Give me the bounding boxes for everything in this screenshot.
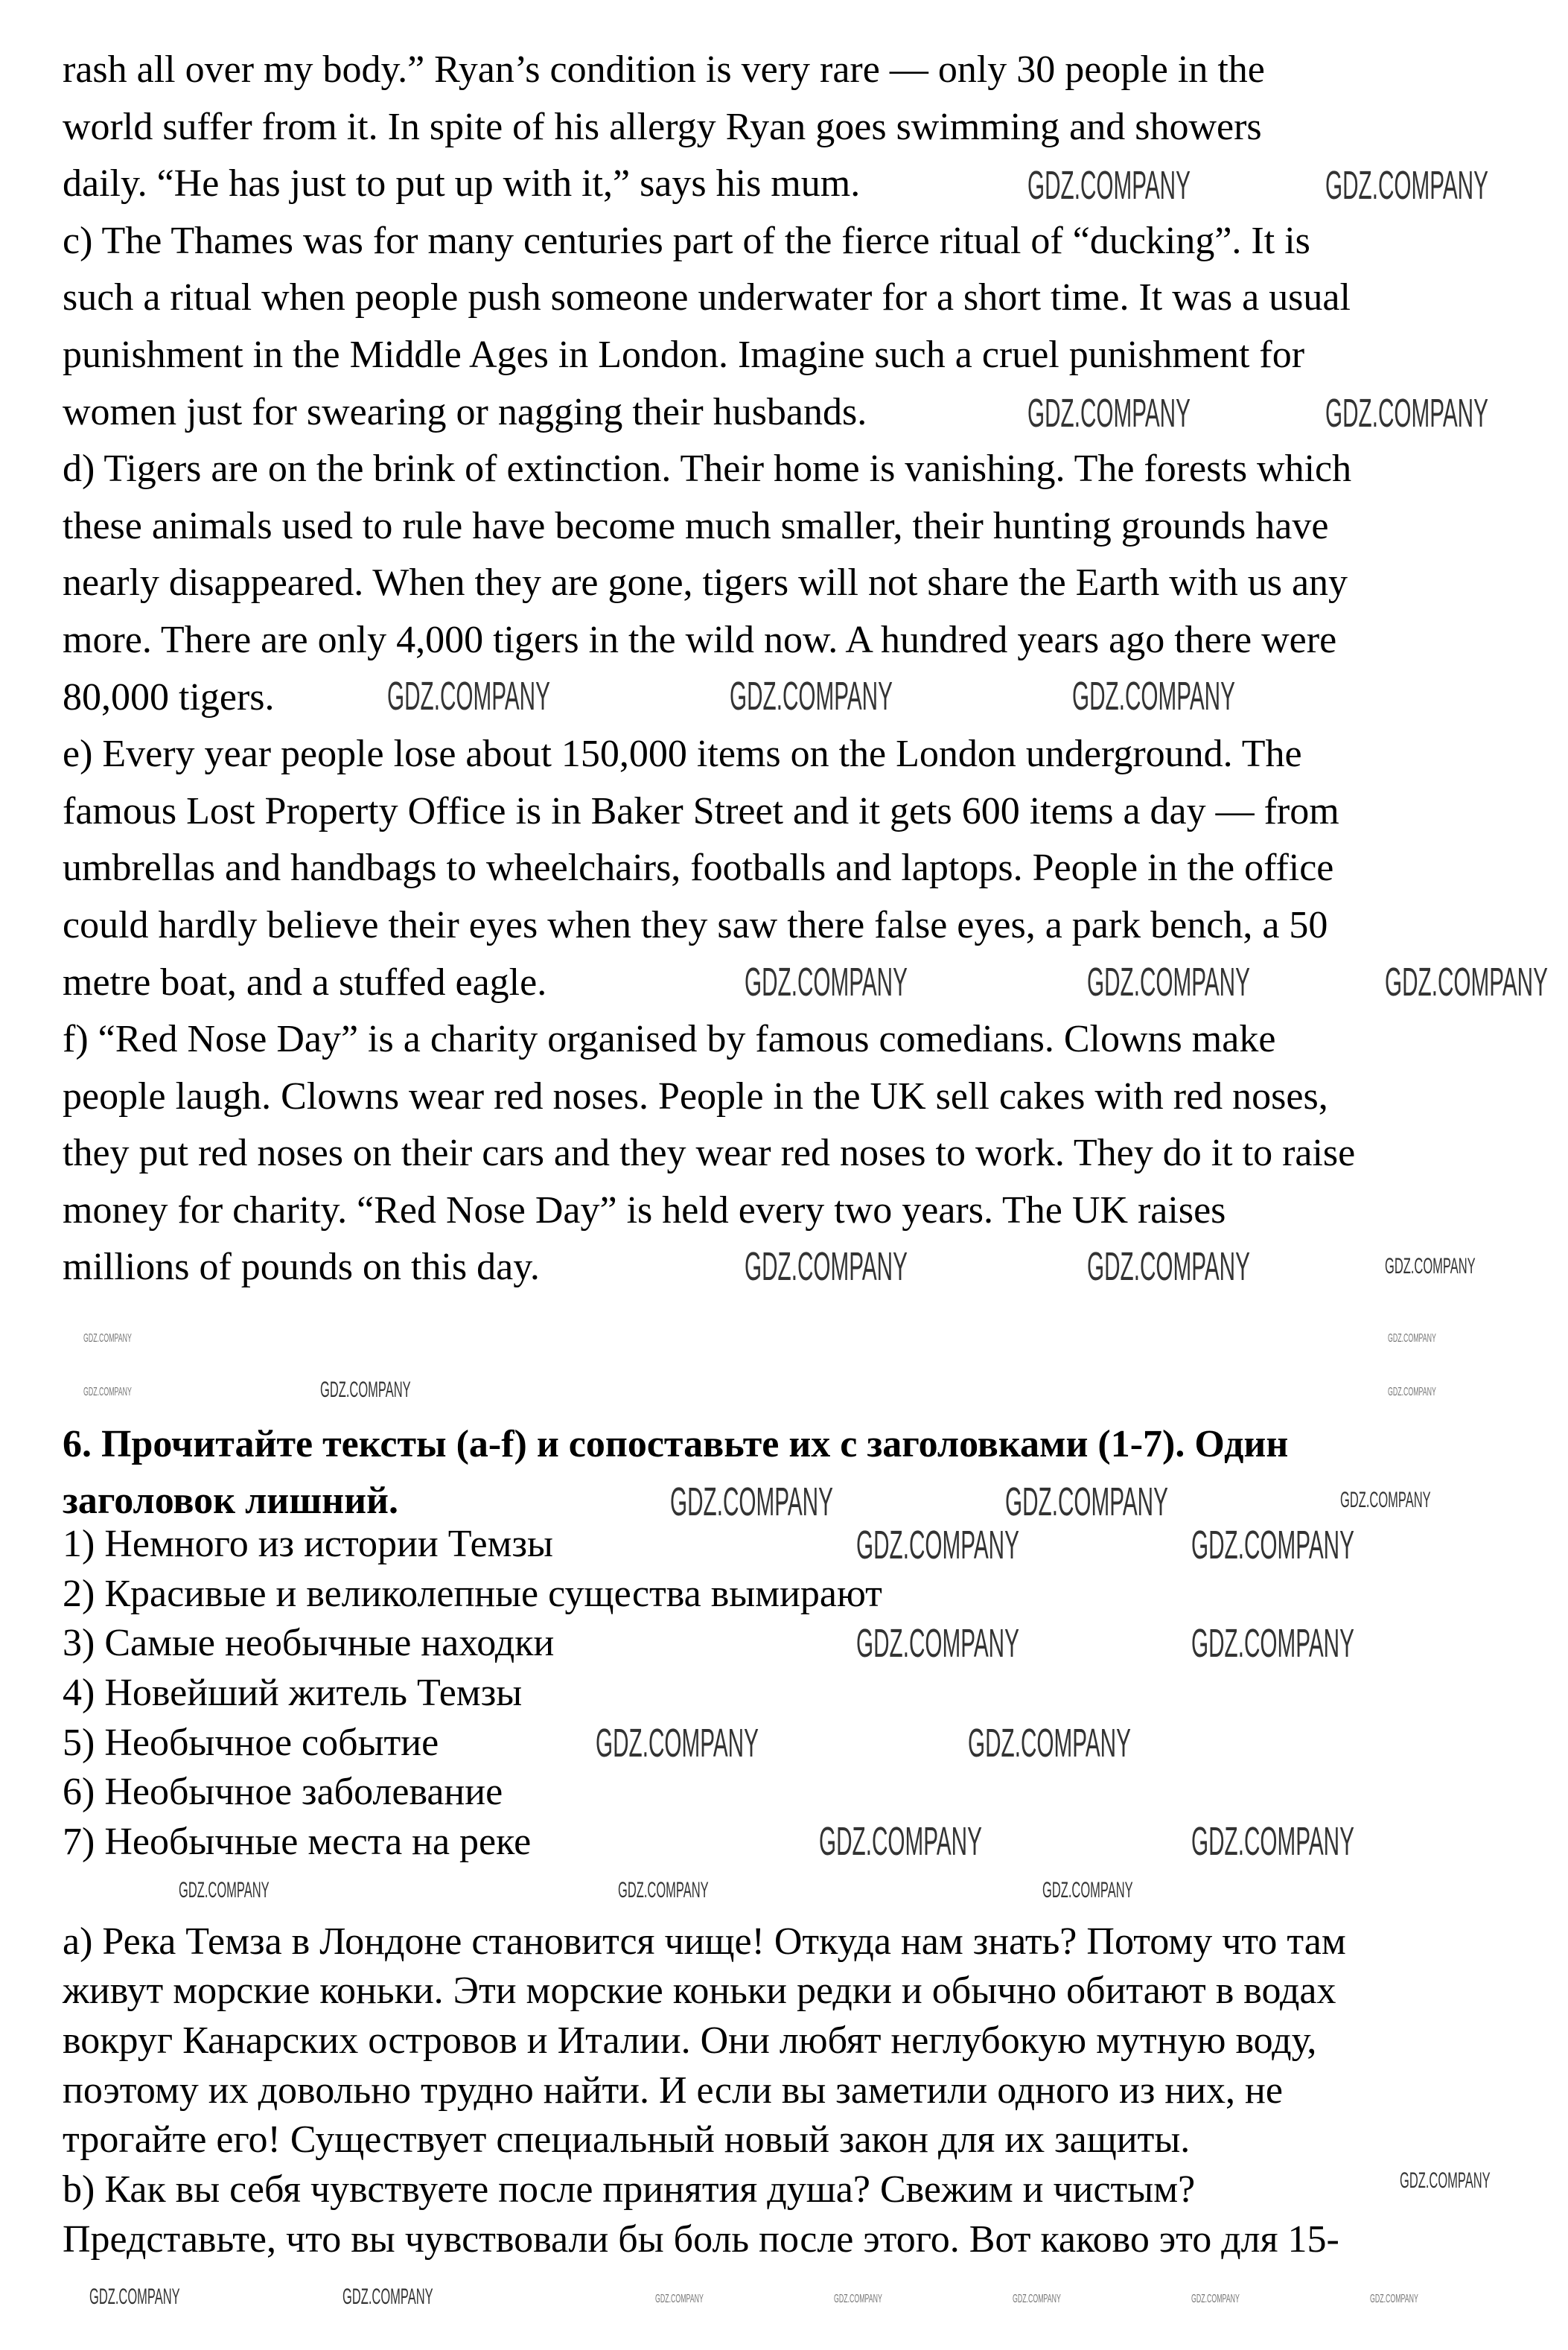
- watermark: GDZ.COMPANY: [1013, 2293, 1061, 2305]
- text-line: Представьте, что вы чувствовали бы боль после этого. Вот каково это для 15-: [63, 2217, 1339, 2261]
- watermark: GDZ.COMPANY: [1325, 163, 1488, 208]
- watermark: GDZ.COMPANY: [1340, 1488, 1431, 1512]
- watermark: GDZ.COMPANY: [83, 1332, 132, 1345]
- text-line: 80,000 tigers.: [63, 675, 275, 719]
- text-line: a) Река Темза в Лондоне становится чище! Откуда нам знать? Потому что там: [63, 1920, 1346, 1963]
- text-line: живут морские коньки. Эти морские коньки редки и обычно обитают в водах: [63, 1970, 1336, 2013]
- watermark: GDZ.COMPANY: [1027, 391, 1191, 436]
- text-line: famous Lost Property Office is in Baker Street and it gets 600 items a day — from: [63, 789, 1339, 832]
- text-line: f) “Red Nose Day” is a charity organised by famous comedians. Clowns make: [63, 1018, 1276, 1061]
- watermark: GDZ.COMPANY: [745, 1244, 908, 1289]
- watermark: GDZ.COMPANY: [1191, 1621, 1354, 1666]
- watermark: GDZ.COMPANY: [968, 1721, 1131, 1765]
- text-line: вокруг Канарских островов и Италии. Они любят неглубокую мутную воду,: [63, 2019, 1317, 2062]
- heading-line: заголовок лишний.: [63, 1480, 399, 1522]
- text-line: metre boat, and a stuffed eagle.: [63, 961, 547, 1004]
- text-line: millions of pounds on this day.: [63, 1246, 540, 1289]
- watermark: GDZ.COMPANY: [1388, 1332, 1436, 1345]
- text-line: d) Tigers are on the brink of extinction. Their home is vanishing. The forests which: [63, 448, 1352, 491]
- heading-option: 5) Необычное событие: [63, 1721, 439, 1764]
- watermark: GDZ.COMPANY: [655, 2293, 704, 2305]
- watermark: GDZ.COMPANY: [1385, 960, 1548, 1004]
- text-line: more. There are only 4,000 tigers in the wild now. A hundred years ago there were: [63, 618, 1337, 661]
- watermark: GDZ.COMPANY: [1087, 960, 1250, 1004]
- watermark: GDZ.COMPANY: [670, 1480, 833, 1524]
- text-line: such a ritual when people push someone underwater for a short time. It was a usual: [63, 276, 1351, 319]
- watermark: GDZ.COMPANY: [1005, 1480, 1168, 1524]
- watermark: GDZ.COMPANY: [1370, 2293, 1418, 2305]
- watermark: GDZ.COMPANY: [342, 2284, 433, 2309]
- text-line: трогайте его! Существует специальный новый закон для их защиты.: [63, 2118, 1191, 2162]
- watermark: GDZ.COMPANY: [596, 1721, 759, 1765]
- text-line: punishment in the Middle Ages in London. Imagine such a cruel punishment for: [63, 333, 1305, 376]
- text-line: e) Every year people lose about 150,000 items on the London underground. The: [63, 733, 1302, 776]
- watermark: GDZ.COMPANY: [1027, 163, 1191, 208]
- watermark: GDZ.COMPANY: [320, 1378, 411, 1402]
- spacer: [63, 1867, 1552, 1917]
- text-line: money for charity. “Red Nose Day” is held every two years. The UK raises: [63, 1188, 1226, 1232]
- watermark: GDZ.COMPANY: [1388, 1386, 1436, 1398]
- watermark: GDZ.COMPANY: [1072, 674, 1235, 719]
- watermark: GDZ.COMPANY: [1042, 1878, 1133, 1902]
- watermark: GDZ.COMPANY: [1087, 1244, 1250, 1289]
- watermark: GDZ.COMPANY: [834, 2293, 882, 2305]
- text-line: umbrellas and handbags to wheelchairs, footballs and laptops. People in the office: [63, 847, 1334, 890]
- watermark: GDZ.COMPANY: [1325, 391, 1488, 436]
- text-line: world suffer from it. In spite of his allergy Ryan goes swimming and showers: [63, 105, 1262, 148]
- watermark: GDZ.COMPANY: [1385, 1254, 1476, 1279]
- watermark: GDZ.COMPANY: [387, 674, 550, 719]
- text-line: they put red noses on their cars and they wear red noses to work. They do it to raise: [63, 1132, 1356, 1175]
- text-line: rash all over my body.” Ryan’s condition is very rare — only 30 people in the: [63, 48, 1265, 91]
- text-line: daily. “He has just to put up with it,” says his mum.: [63, 162, 861, 206]
- english-passage: [63, 42, 1552, 1296]
- text-line: nearly disappeared. When they are gone, tigers will not share the Earth with us any: [63, 561, 1348, 605]
- heading-option: 2) Красивые и великолепные существа вымирают: [63, 1572, 882, 1615]
- text-line: women just for swearing or nagging their husbands.: [63, 390, 867, 433]
- text-line: people laugh. Clowns wear red noses. People in the UK sell cakes with red noses,: [63, 1074, 1328, 1118]
- watermark: GDZ.COMPANY: [856, 1523, 1019, 1567]
- text-line: these animals used to rule have become much smaller, their hunting grounds have: [63, 504, 1329, 547]
- watermark: GDZ.COMPANY: [1191, 1523, 1354, 1567]
- text-line: c) The Thames was for many centuries part of the fierce ritual of “ducking”. It is: [63, 219, 1310, 262]
- watermark: GDZ.COMPANY: [1400, 2168, 1491, 2193]
- watermark: GDZ.COMPANY: [89, 2284, 180, 2309]
- text-line: поэтому их довольно трудно найти. И если вы заметили одного из них, не: [63, 2069, 1283, 2112]
- heading-option: 4) Новейший житель Темзы: [63, 1672, 523, 1715]
- watermark: GDZ.COMPANY: [179, 1878, 270, 1902]
- watermark: GDZ.COMPANY: [83, 1386, 132, 1398]
- heading-option: 6) Необычное заболевание: [63, 1771, 503, 1814]
- watermark: GDZ.COMPANY: [1191, 2293, 1240, 2305]
- watermark: GDZ.COMPANY: [819, 1819, 982, 1864]
- watermark: GDZ.COMPANY: [618, 1878, 709, 1902]
- watermark: GDZ.COMPANY: [856, 1621, 1019, 1666]
- text-line: b) Как вы себя чувствуете после принятия душа? Свежим и чистым?: [63, 2168, 1196, 2211]
- heading-line: 6. Прочитайте тексты (a-f) и сопоставьте их с заголовками (1-7). Один: [63, 1423, 1289, 1465]
- watermark: GDZ.COMPANY: [1191, 1819, 1354, 1864]
- text-line: could hardly believe their eyes when they saw there false eyes, a park bench, a 50: [63, 903, 1328, 946]
- watermark: GDZ.COMPANY: [745, 960, 908, 1004]
- watermark: GDZ.COMPANY: [730, 674, 893, 719]
- heading-option: 1) Немного из истории Темзы: [63, 1523, 553, 1565]
- heading-option: 3) Самые необычные находки: [63, 1622, 555, 1665]
- heading-option: 7) Необычные места на реке: [63, 1821, 532, 1864]
